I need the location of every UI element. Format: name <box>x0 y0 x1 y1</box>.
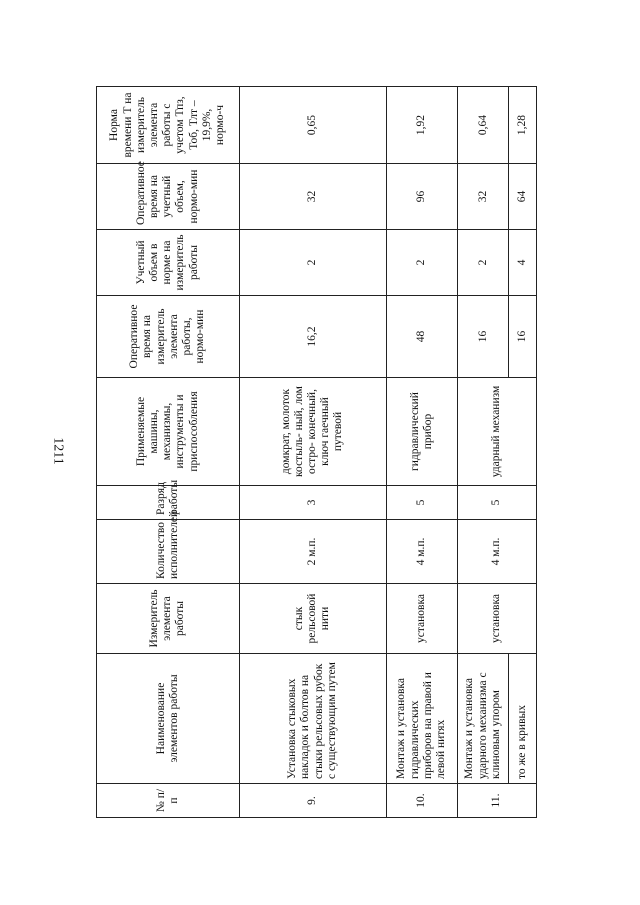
document-page <box>96 87 537 818</box>
table-row <box>239 87 386 818</box>
row-norm: 0,64 <box>458 87 509 164</box>
table-row <box>458 87 509 818</box>
header-op-time-volume: Оперативное время на учетный объем, нормо-мин <box>97 164 240 230</box>
row-op-time-meter: 48 <box>386 296 457 378</box>
row-tools: гидравлический прибор <box>386 378 457 486</box>
row-name: то же в кривых <box>509 654 537 784</box>
row-meter: стык рельсовой нити <box>239 584 386 654</box>
row-grade: 5 <box>458 486 537 520</box>
row-meter: установка <box>458 584 537 654</box>
row-name: Монтаж и установка ударного механизма с клиновым упором <box>458 654 509 784</box>
header-op-time-meter: Оперативное время на измеритель элемента работы, нормо-мин <box>97 296 240 378</box>
row-norm: 0,65 <box>239 87 386 164</box>
page-number: 1211 <box>50 437 66 465</box>
row-tools: ударный механизм <box>458 378 537 486</box>
header-volume: Учетный объем в норме на измеритель работы <box>97 230 240 296</box>
row-op-time-meter: 16 <box>509 296 537 378</box>
row-num: 10. <box>386 784 457 818</box>
row-volume: 2 <box>386 230 457 296</box>
row-op-time-volume: 32 <box>239 164 386 230</box>
row-volume: 2 <box>239 230 386 296</box>
row-op-time-volume: 64 <box>509 164 537 230</box>
row-workers: 2 м.п. <box>239 520 386 584</box>
row-grade: 5 <box>386 486 457 520</box>
row-grade: 3 <box>239 486 386 520</box>
row-op-time-meter: 16,2 <box>239 296 386 378</box>
header-num: № п/п <box>97 784 240 818</box>
row-op-time-volume: 32 <box>458 164 509 230</box>
norms-table <box>96 86 537 818</box>
row-norm: 1,28 <box>509 87 537 164</box>
row-workers: 4 м.п. <box>386 520 457 584</box>
row-tools: домкрат, молоток костыль- ный, лом остро- конечный, ключ гаечный путевой <box>239 378 386 486</box>
header-row <box>97 87 240 818</box>
header-grade: Разряд работы <box>97 486 240 520</box>
row-op-time-meter: 16 <box>458 296 509 378</box>
row-meter: установка <box>386 584 457 654</box>
table-row <box>386 87 457 818</box>
row-op-time-volume: 96 <box>386 164 457 230</box>
row-name: Монтаж и установка гидравлических приборов на правой и левой нитях <box>386 654 457 784</box>
row-num: 9. <box>239 784 386 818</box>
header-meter: Измеритель элемента работы <box>97 584 240 654</box>
header-workers: Количество исполнителей <box>97 520 240 584</box>
norms-table-rotated <box>96 87 537 818</box>
row-norm: 1,92 <box>386 87 457 164</box>
header-tools: Применяемые машины, механизмы, инструменты и приспособления <box>97 378 240 486</box>
row-num: 11. <box>458 784 537 818</box>
row-name: Установка стыковых накладок и болтов на стыки рельсовых рубок с существующим путем <box>239 654 386 784</box>
header-norm: Норма времени Т на измеритель элемента работы с учетом Тпз, Тоб, Тлт – 19,9%, нормо-ч <box>97 87 240 164</box>
row-volume: 4 <box>509 230 537 296</box>
row-volume: 2 <box>458 230 509 296</box>
row-workers: 4 м.п. <box>458 520 537 584</box>
header-name: Наименование элементов работы <box>97 654 240 784</box>
